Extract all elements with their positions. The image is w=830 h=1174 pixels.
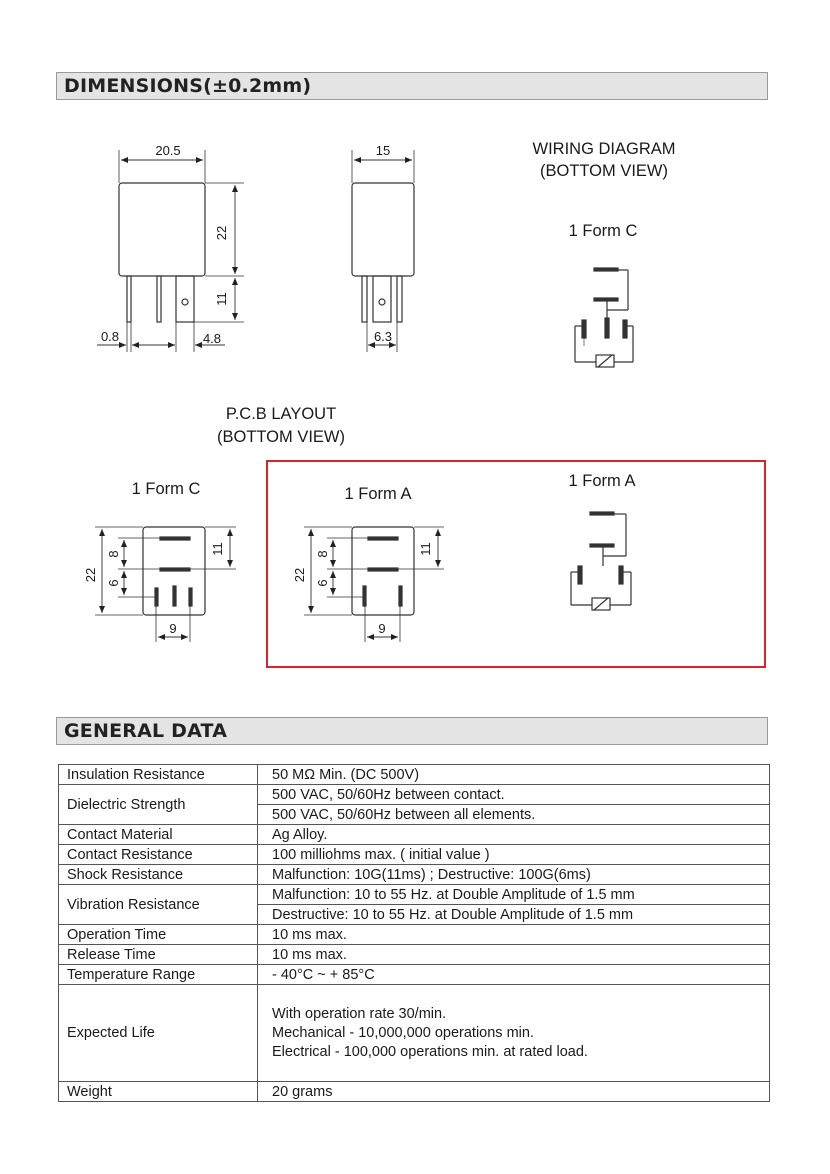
pcb-title-line1: P.C.B LAYOUT — [225, 405, 337, 423]
wiring-form-c-schematic — [575, 268, 633, 367]
row-value: - 40°C ~ + 85°C — [258, 965, 770, 985]
pcb-c-dim-right: 11 — [210, 542, 225, 556]
row-value: 500 VAC, 50/60Hz between contact. — [258, 785, 770, 805]
pcb-c-dim-upper: 8 — [106, 550, 121, 558]
expected-life-line: Mechanical - 10,000,000 operations min. — [272, 1024, 534, 1041]
row-value: 500 VAC, 50/60Hz between all elements. — [258, 805, 770, 825]
front-view-drawing — [97, 150, 244, 352]
expected-life-line: Electrical - 100,000 operations min. at rated load. — [272, 1043, 588, 1060]
table-row — [59, 925, 770, 945]
table-row — [59, 865, 770, 885]
table-row — [59, 965, 770, 985]
row-value: Malfunction: 10 to 55 Hz. at Double Amplitude of 1.5 mm — [258, 885, 770, 905]
form-a-highlight-box — [266, 460, 766, 668]
wiring-title-line1: WIRING DIAGRAM — [532, 140, 676, 158]
wiring-title-line2: (BOTTOM VIEW) — [539, 162, 669, 180]
table-row — [59, 765, 770, 785]
pcb-c-dim-bottom: 9 — [169, 621, 177, 636]
row-label: Contact Material — [59, 825, 258, 845]
row-label: Contact Resistance — [59, 845, 258, 865]
row-value: Destructive: 10 to 55 Hz. at Double Amplitude of 1.5 mm — [258, 905, 770, 925]
row-value: 20 grams — [258, 1082, 770, 1102]
pcb-a-dim-right: 11 — [418, 542, 433, 556]
pcb-c-dim-height: 22 — [83, 567, 98, 583]
row-value: 50 MΩ Min. (DC 500V) — [258, 765, 770, 785]
pcb-form-c-label: 1 Form C — [131, 480, 201, 498]
pcb-title-line2: (BOTTOM VIEW) — [216, 428, 346, 446]
row-value: 100 milliohms max. ( initial value ) — [258, 845, 770, 865]
general-data-header: GENERAL DATA — [56, 717, 768, 745]
side-width-label: 15 — [375, 143, 391, 158]
front-width-label: 20.5 — [155, 143, 181, 158]
front-pin-thickness-label: 0.8 — [100, 329, 120, 344]
wiring-form-c-label: 1 Form C — [568, 222, 638, 240]
side-view-drawing — [352, 150, 414, 352]
expected-life-line: With operation rate 30/min. — [272, 1005, 447, 1022]
table-row — [59, 845, 770, 865]
row-label: Expected Life — [59, 985, 258, 1082]
row-label: Dielectric Strength — [59, 785, 258, 825]
table-row — [59, 825, 770, 845]
side-pin-spacing-label: 6.3 — [373, 329, 393, 344]
pcb-form-a-label: 1 Form A — [344, 485, 412, 503]
row-label: Weight — [59, 1082, 258, 1102]
row-value: 10 ms max. — [258, 925, 770, 945]
general-data-table — [58, 764, 770, 1102]
row-label: Shock Resistance — [59, 865, 258, 885]
table-row — [59, 985, 770, 1082]
row-label: Insulation Resistance — [59, 765, 258, 785]
pcb-a-dim-lower: 6 — [315, 579, 330, 587]
pcb-c-dim-lower: 6 — [106, 579, 121, 587]
row-label: Operation Time — [59, 925, 258, 945]
dimensions-header: DIMENSIONS(±0.2mm) — [56, 72, 768, 100]
row-value: Malfunction: 10G(11ms) ; Destructive: 100G(6ms) — [258, 865, 770, 885]
pcb-a-dim-height: 22 — [292, 567, 307, 583]
row-label: Temperature Range — [59, 965, 258, 985]
pcb-a-dim-upper: 8 — [315, 550, 330, 558]
row-value: 10 ms max. — [258, 945, 770, 965]
front-height-label: 22 — [214, 225, 229, 241]
row-label: Release Time — [59, 945, 258, 965]
front-pin-length-label: 11 — [214, 292, 229, 306]
table-row — [59, 1082, 770, 1102]
row-value: Ag Alloy. — [258, 825, 770, 845]
pcb-a-dim-bottom: 9 — [378, 621, 386, 636]
table-row — [59, 885, 770, 905]
row-value — [258, 985, 770, 1082]
table-row — [59, 945, 770, 965]
wiring-form-a-label: 1 Form A — [568, 472, 636, 490]
table-row — [59, 785, 770, 805]
row-label: Vibration Resistance — [59, 885, 258, 925]
front-pin-spacing-label: 4.8 — [202, 331, 222, 346]
